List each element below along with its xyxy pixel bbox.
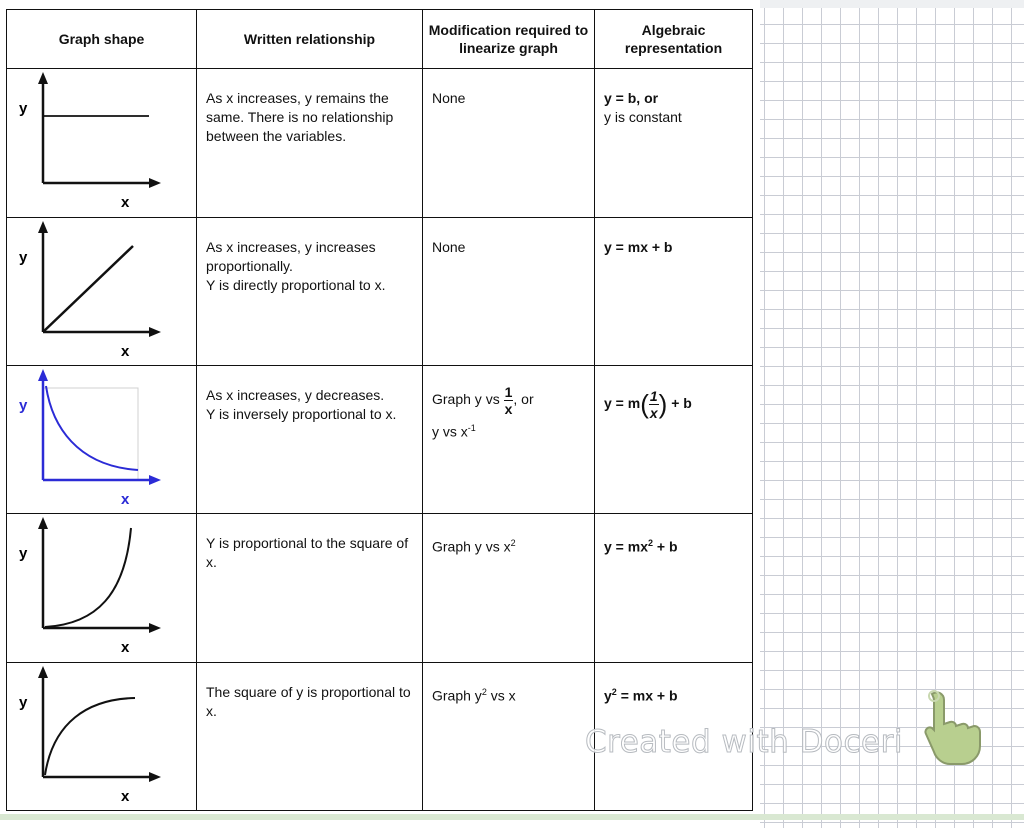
- header-algebraic: Algebraic representation: [595, 10, 753, 69]
- linear-graph: [7, 218, 197, 365]
- y-axis-label: y: [19, 248, 28, 266]
- fraction: $\frac{1}{x}$: [504, 383, 513, 417]
- table-row: [7, 365, 753, 513]
- modification: Graph y vs $x^2$: [432, 538, 516, 555]
- written-relationship: The square of y is proportional to x.: [206, 683, 411, 719]
- algebraic-representation: [595, 218, 752, 257]
- algebraic-representation: [595, 69, 752, 127]
- modification: None: [432, 90, 466, 107]
- modification: [423, 366, 594, 442]
- x-axis-label: x: [121, 342, 130, 360]
- y-axis-label: y: [19, 396, 28, 414]
- written-relationship: Y is proportional to the square of x.: [206, 535, 409, 571]
- y-axis-label: y: [19, 100, 28, 118]
- written-relationship: As x increases, y remains the same. There is no relationship between the variables.: [206, 90, 394, 145]
- modification: Graph $y^2$ vs x: [432, 686, 516, 704]
- graph-cell: [7, 69, 197, 217]
- pointing-hand-icon: [918, 688, 990, 768]
- graph-cell: [7, 662, 197, 810]
- relationship-table: [6, 9, 753, 811]
- fraction: $\frac{1}{x}$: [649, 387, 658, 421]
- algebraic-representation: $y^2$ = mx + b: [604, 686, 678, 704]
- modification: None: [432, 238, 466, 255]
- inverse-graph: [7, 366, 197, 513]
- algebraic-representation: $y = mx^2 + b$: [604, 538, 678, 555]
- header-graph-shape: Graph shape: [7, 10, 197, 69]
- x-axis-label: x: [121, 194, 130, 212]
- header-row: [7, 10, 753, 69]
- graph-cell: [7, 514, 197, 662]
- x-axis-label: x: [121, 490, 130, 508]
- header-modification: Modification required to linearize graph: [423, 10, 595, 69]
- x-axis-label: x: [121, 639, 130, 657]
- watermark-text: Created with Doceri: [585, 724, 903, 760]
- algebraic-representation: y = m( $\frac{1}{x}$ ) + b: [604, 387, 692, 421]
- table-row: [7, 514, 753, 662]
- x-axis-label: x: [121, 787, 130, 805]
- written-relationship: As x increases, y increases proportionally. Y is directly proportional to x.: [206, 238, 386, 293]
- written-relationship: As x increases, y decreases. Y is inversely proportional to x.: [206, 386, 397, 422]
- square-graph: [7, 514, 197, 661]
- algebraic-line-1: y = mx + b: [604, 238, 673, 255]
- algebraic-line-1: y = b, or: [604, 90, 659, 107]
- graph-cell: [7, 365, 197, 513]
- y-axis-label: y: [19, 693, 28, 711]
- graph-cell: [7, 217, 197, 365]
- modification-line-2: y vs $x^{-1}$: [432, 422, 476, 440]
- modification-line-1: Graph y vs $\frac{1}{x}$ , or: [432, 383, 534, 417]
- bottom-strip: [0, 814, 1024, 820]
- table-row: [7, 217, 753, 365]
- sqrt-graph: [7, 663, 197, 810]
- constant-graph: [7, 69, 197, 216]
- y-axis-label: y: [19, 545, 28, 563]
- header-written-relationship: Written relationship: [197, 10, 423, 69]
- table-row: [7, 69, 753, 217]
- algebraic-line-2: y is constant: [604, 109, 682, 126]
